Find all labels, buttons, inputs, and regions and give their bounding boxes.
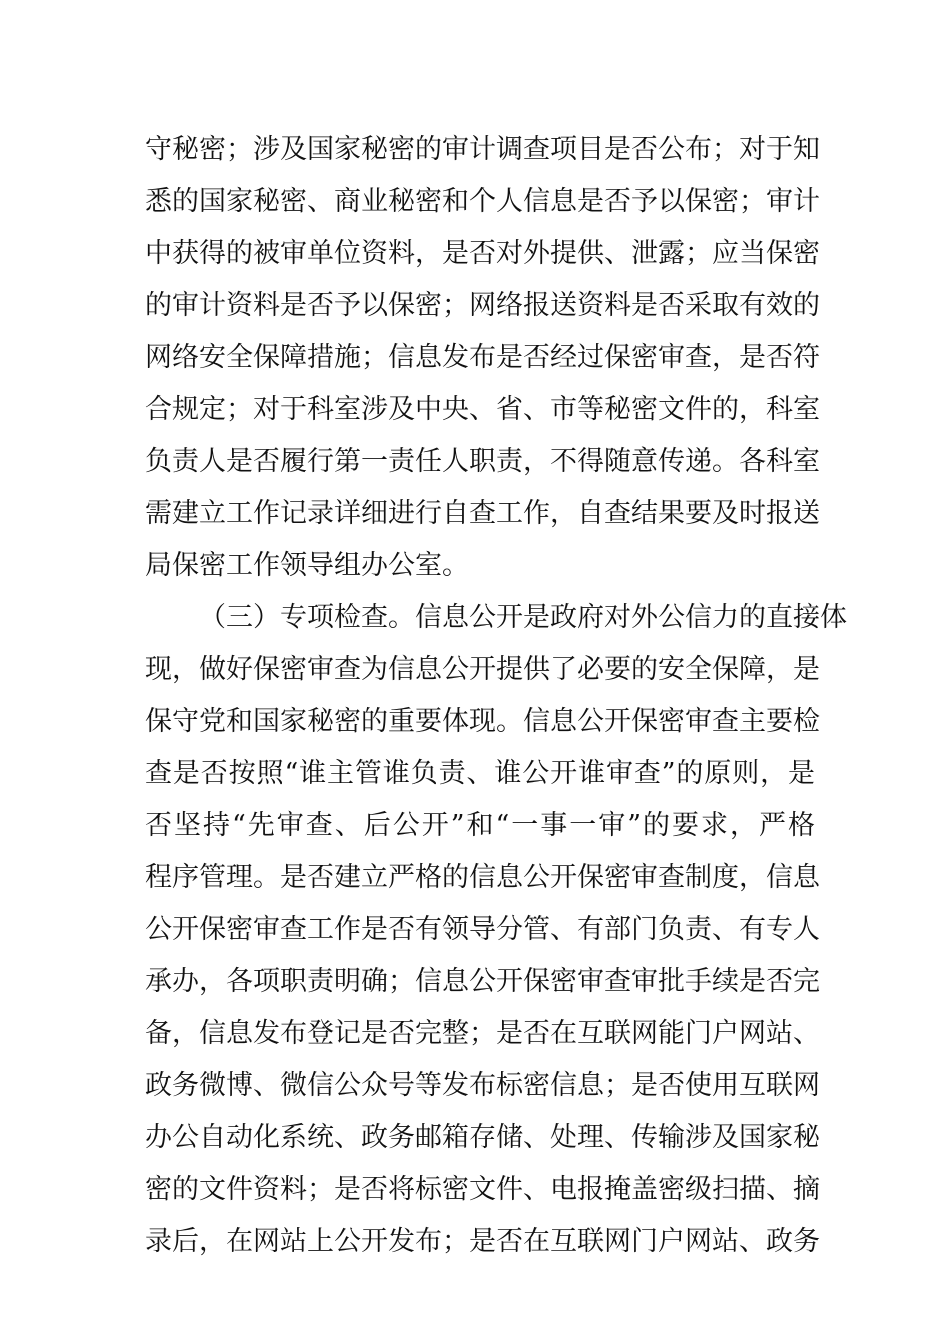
text-line-14: 否坚持“先审查、后公开”和“一事一审”的要求，严格 <box>145 810 815 841</box>
text-line-8: 需建立工作记录详细进行自查工作，自查结果要及时报送 <box>145 498 820 529</box>
text-line-18: 备，信息发布登记是否完整；是否在互联网能门户网站、 <box>145 1018 820 1049</box>
text-line-9: 局保密工作领导组办公室。 <box>145 550 469 581</box>
text-line-16: 公开保密审查工作是否有领导分管、有部门负责、有专人 <box>145 914 820 945</box>
text-line-2: 悉的国家秘密、商业秘密和个人信息是否予以保密；审计 <box>145 186 820 217</box>
text-line-4: 的审计资料是否予以保密；网络报送资料是否采取有效的 <box>145 290 820 321</box>
text-line-3: 中获得的被审单位资料，是否对外提供、泄露；应当保密 <box>145 238 820 269</box>
text-line-7: 负责人是否履行第一责任人职责，不得随意传递。各科室 <box>145 446 820 477</box>
text-line-12: 保守党和国家秘密的重要体现。信息公开保密审查主要检 <box>145 706 820 737</box>
text-line-11: 现，做好保密审查为信息公开提供了必要的安全保障，是 <box>145 654 820 685</box>
text-line-10: （三）专项检查。信息公开是政府对外公信力的直接体 <box>199 602 847 633</box>
text-line-21: 密的文件资料；是否将标密文件、电报掩盖密级扫描、摘 <box>145 1174 820 1205</box>
text-line-6: 合规定；对于科室涉及中央、省、市等秘密文件的，科室 <box>145 394 820 425</box>
text-line-1: 守秘密；涉及国家秘密的审计调查项目是否公布；对于知 <box>145 134 820 165</box>
text-line-22: 录后，在网站上公开发布；是否在互联网门户网站、政务 <box>145 1226 820 1257</box>
text-line-5: 网络安全保障措施；信息发布是否经过保密审查，是否符 <box>145 342 820 373</box>
text-line-20: 办公自动化系统、政务邮箱存储、处理、传输涉及国家秘 <box>145 1122 820 1153</box>
text-line-19: 政务微博、微信公众号等发布标密信息；是否使用互联网 <box>145 1070 820 1101</box>
text-line-13: 查是否按照“谁主管谁负责、谁公开谁审查”的原则，是 <box>145 758 815 789</box>
text-line-15: 程序管理。是否建立严格的信息公开保密审查制度，信息 <box>145 862 820 893</box>
text-line-17: 承办，各项职责明确；信息公开保密审查审批手续是否完 <box>145 966 820 997</box>
